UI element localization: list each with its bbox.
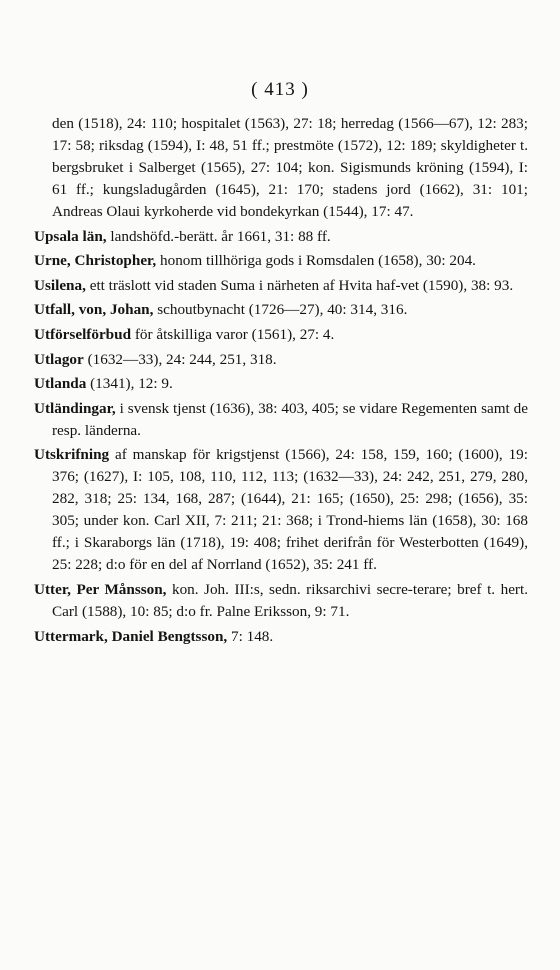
entry-text: schoutbynacht (1726—27), 40: 314, 316.	[157, 301, 408, 319]
entry-text: (1341), 12: 9.	[90, 375, 173, 393]
page-number: ( 413 )	[251, 79, 309, 100]
entry-text: den (1518), 24: 110; hospitalet (1563), 27: 18; herredag (1566—67), 12: 283; 17: 58; riksdag (1594), I: 48, 51 ff.; prestmöte (1572), 12: 189; skyldigheter t. bergsbruket i Salberget (1565), 27: 104; kon. Sigismunds kröning (1594), I: 61 ff.; kungsladugården (1645), 21: 170; stadens jord (1662), 31: 101; Andreas Olaui kyrkoherde vid bondekyrkan (1544), 17: 47.	[52, 115, 528, 220]
entry-heading: Utter, Per Månsson,	[34, 580, 167, 598]
index-entry	[34, 299, 528, 321]
entry-heading: Utskrifning	[34, 446, 110, 464]
index-entry	[34, 398, 528, 442]
index-entry	[34, 250, 528, 272]
entry-text: (1632—33), 24: 244, 251, 318.	[87, 350, 277, 368]
index-entry	[34, 444, 528, 576]
entry-heading: Utförselförbud	[34, 325, 132, 343]
index-entry	[34, 349, 528, 371]
entry-text: landshöfd.-berätt. år 1661, 31: 88 ff.	[110, 227, 331, 245]
index-list	[34, 113, 528, 650]
index-entry	[34, 226, 528, 248]
entry-text: af manskap för krigstjenst (1566), 24: 158, 159, 160; (1600), 19: 376; (1627), I: 105, 108, 110, 112, 113; (1632—33), 24: 242, 251, 279, 280, 282, 318; 25: 134, 168, 287; (1644), 21: 165; (1650), 25: 298; (1656), 35: 305; under kon. Carl XII, 7: 211; 21: 368; i Trond-hiems län (1658), 30: 168 ff.; i Skaraborgs län (1718), 19: 408; frihet derifrån för Westerbotten (1649), 25: 228; d:o för en del af Norrland (1652), 35: 241 ff.	[52, 446, 528, 574]
entry-text: ett träslott vid staden Suma i närheten af Hvita haf-vet (1590), 38: 93.	[89, 276, 514, 294]
index-entry	[34, 626, 528, 648]
entry-heading: Usilena,	[34, 276, 86, 294]
entry-text: i svensk tjenst (1636), 38: 403, 405; se vidare Regementen samt de resp. länderna.	[52, 399, 529, 439]
entry-heading: Utfall, von, Johan,	[34, 301, 154, 319]
index-entry	[34, 324, 528, 346]
entry-heading: Uttermark, Daniel Bengtsson,	[34, 627, 228, 645]
entry-heading: Utländingar,	[34, 399, 116, 417]
index-entry	[34, 373, 528, 395]
index-entry	[34, 113, 528, 223]
entry-heading: Utlagor	[34, 350, 84, 368]
index-entry	[34, 275, 528, 297]
entry-text: för åtskilliga varor (1561), 27: 4.	[134, 325, 335, 343]
index-entry	[34, 579, 528, 623]
entry-text: kon. Joh. III:s, sedn. riksarchivi secre-terare; bref t. hert. Carl (1588), 10: 85; d:o fr. Palne Eriksson, 9: 71.	[52, 580, 529, 620]
entry-heading: Urne, Christopher,	[34, 252, 157, 270]
entry-text: honom tillhöriga gods i Romsdalen (1658), 30: 204.	[160, 252, 476, 270]
entry-heading: Upsala län,	[34, 227, 107, 245]
entry-heading: Utlanda	[34, 375, 87, 393]
entry-text: 7: 148.	[231, 627, 274, 645]
